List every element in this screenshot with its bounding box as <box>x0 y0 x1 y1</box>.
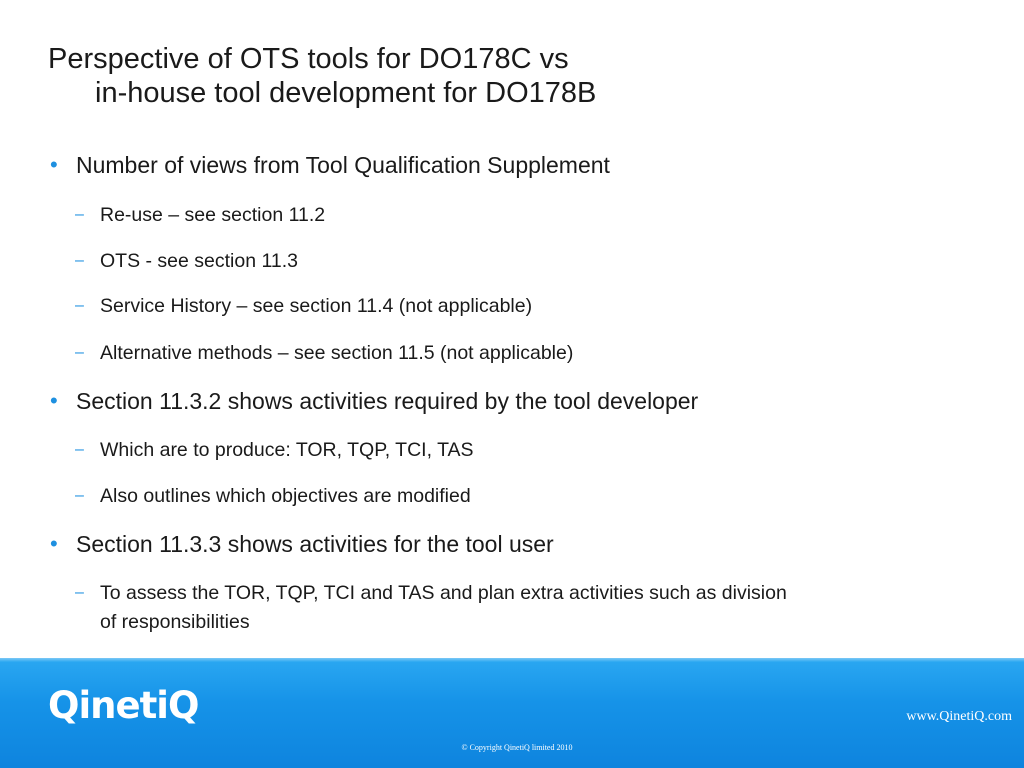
website-link[interactable]: www.QinetiQ.com <box>906 709 1012 724</box>
bullet-tool-user <box>50 530 554 558</box>
sub-bullet-reuse <box>75 201 1010 230</box>
sub-bullet-text: Re-use – see section 11.2 <box>100 204 326 226</box>
sub-bullet-marker: – <box>75 297 84 314</box>
sub-bullet-marker: – <box>75 252 84 269</box>
bullet-text: Section 11.3.3 shows activities for the tool user <box>76 531 554 557</box>
sub-bullet-text: OTS - see section 11.3 <box>100 250 298 272</box>
sub-bullet-text-line2: of responsibilities <box>100 611 250 633</box>
sub-bullet-text: Service History – see section 11.4 (not applicable) <box>100 295 533 317</box>
bullet-views <box>50 151 610 179</box>
sub-bullet-marker: – <box>75 441 84 458</box>
slide-title-line1: Perspective of OTS tools for DO178C vs <box>48 43 569 75</box>
qinetiq-logo: QinetiQ <box>48 684 199 727</box>
sub-bullet-marker: – <box>75 344 84 361</box>
slide-title-line2: in-house tool development for DO178B <box>95 77 597 109</box>
sub-bullet-text: Which are to produce: TOR, TQP, TCI, TAS <box>100 439 474 461</box>
sub-bullet-assess <box>75 579 1010 637</box>
sub-bullet-service-history <box>75 292 1010 321</box>
copyright-notice: © Copyright QinetiQ limited 2010 <box>461 743 573 752</box>
footer-bar <box>0 658 1024 768</box>
footer-highlight <box>0 658 1024 662</box>
slide-title <box>48 42 596 110</box>
bullet-marker: • <box>50 531 58 556</box>
sub-bullet-ots <box>75 247 1010 276</box>
bullet-marker: • <box>50 152 58 177</box>
sub-bullet-text-line1: To assess the TOR, TQP, TCI and TAS and plan extra activities such as division <box>100 582 787 604</box>
sub-bullet-text: Alternative methods – see section 11.5 (not applicable) <box>100 342 574 364</box>
sub-bullet-text: Also outlines which objectives are modified <box>100 485 471 507</box>
sub-bullet-produce <box>75 436 1010 465</box>
bullet-text: Number of views from Tool Qualification Supplement <box>76 152 610 178</box>
sub-bullet-objectives <box>75 482 1010 511</box>
bullet-tool-developer <box>50 387 699 415</box>
bullet-text: Section 11.3.2 shows activities required by the tool developer <box>76 388 699 414</box>
sub-bullet-marker: – <box>75 584 84 601</box>
bullet-marker: • <box>50 388 58 413</box>
sub-bullet-marker: – <box>75 206 84 223</box>
sub-bullet-marker: – <box>75 487 84 504</box>
sub-bullet-alternative-methods <box>75 339 1010 368</box>
